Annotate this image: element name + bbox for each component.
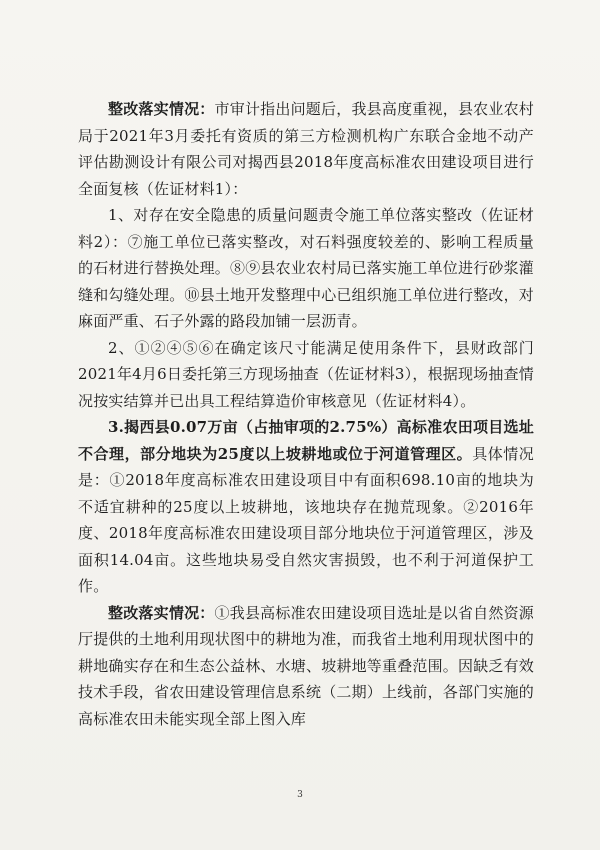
paragraph-item-2 xyxy=(78,335,534,415)
paragraph-lead: 整改落实情况： xyxy=(108,603,215,622)
paragraph-text: 市审计指出问题后，我县高度重视，县农业农村局于2021年3月委托有资质的第三方检测机构广东联合金地不动产评估勘测设计有限公司对揭西县2018年度高标准农田建设项目进行全面复核（佐证材料1）： xyxy=(78,100,535,198)
paragraph-text: ①我县高标准农田建设项目选址是以省自然资源厅提供的土地利用现状图中的耕地为准，而我省土地利用现状图中的耕地确实存在和生态公益林、水塘、坡耕地等重叠范围。因缺乏有效技术手段，省农田建设管理信息系统（二期）上线前，各部门实施的高标准农田未能实现全部上图入库 xyxy=(78,603,535,728)
paragraph-issue-3 xyxy=(78,414,534,600)
paragraph-lead: 整改落实情况： xyxy=(108,100,215,118)
paragraph-text: 2、①②④⑤⑥在确定该尺寸能满足使用条件下，县财政部门2021年4月6日委托第三方现场抽查（佐证材料3），根据现场抽查情况按实结算并已出具工程结算造价审核意见（佐证材料4）。 xyxy=(78,338,534,410)
paragraph-rectification-3 xyxy=(78,600,534,733)
paragraph-lead: 3.揭西县0.07万亩（占抽审项的2.75%）高标准农田项目选址不合理，部分地块为25度以上坡耕地或位于河道管理区。 xyxy=(78,418,534,463)
paragraph-rectification-intro xyxy=(78,96,534,202)
paragraph-text: 具体情况是：①2018年度高标准农田建设项目中有面积698.10亩的地块为不适宜耕种的25度以上坡耕地，该地块存在抛荒现象。②2016年度、2018年度高标准农田建设项目部分地块位于河道管理区，涉及面积14.04亩。这些地块易受自然灾害损毁，也不利于河道保护工作。 xyxy=(78,444,534,595)
document-body xyxy=(78,96,534,732)
paragraph-text: 1、对存在安全隐患的质量问题责令施工单位落实整改（佐证材料2）：⑦施工单位已落实整改，对石料强度较差的、影响工程质量的石材进行替换处理。⑧⑨县农业农村局已落实施工单位进行砂浆灌缝和勾缝处理。⑩县土地开发整理中心已组织施工单位进行整改，对麻面严重、石子外露的路段加铺一层沥青。 xyxy=(78,206,535,330)
page-number: 3 xyxy=(297,790,303,800)
paragraph-item-1 xyxy=(78,202,534,335)
